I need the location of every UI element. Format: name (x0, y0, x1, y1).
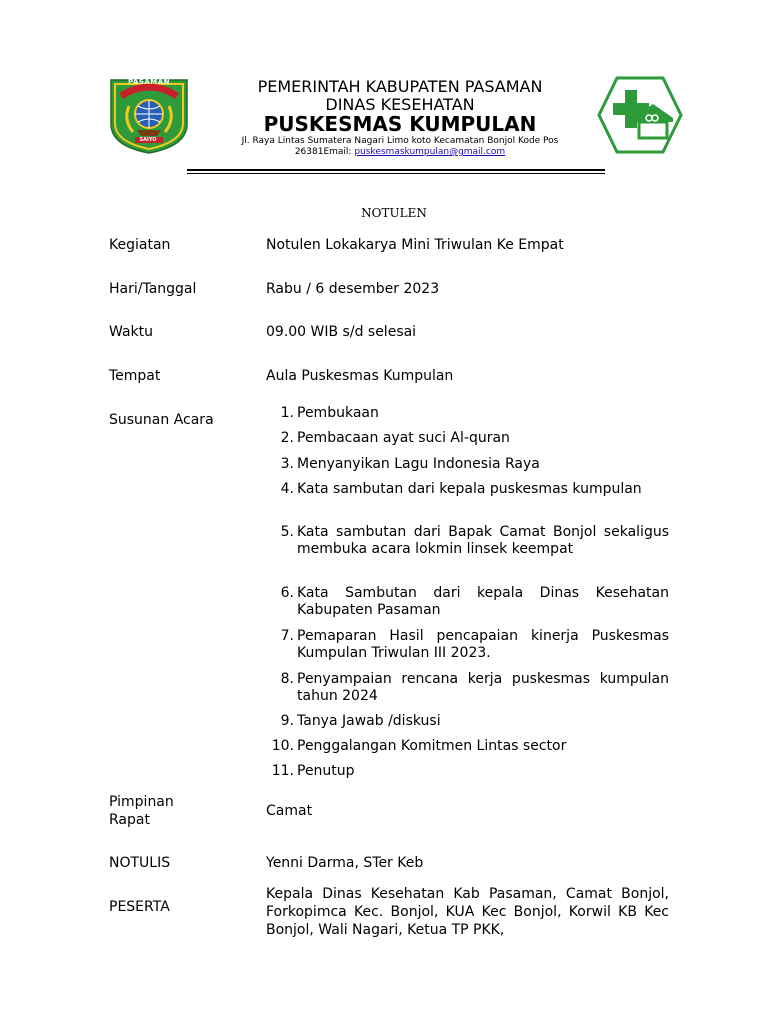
pimpinan-value: Camat (266, 803, 313, 819)
agenda-text: Penggalangan Komitmen Lintas sector (297, 738, 567, 754)
letterhead-rule-thin (187, 173, 605, 174)
hari-tanggal-label: Hari/Tanggal (109, 281, 197, 297)
tempat-value: Aula Puskesmas Kumpulan (266, 368, 454, 384)
agenda-text: Penutup (297, 763, 355, 779)
agenda-number: 6. (280, 585, 294, 601)
waktu-value: 09.00 WIB s/d selesai (266, 324, 417, 340)
agenda-text: Pemaparan Hasil pencapaian kinerja Puskesmas Kumpulan Triwulan III 2023. (297, 628, 669, 661)
letterhead-institution: PUSKESMAS KUMPULAN (263, 112, 537, 136)
agenda-number: 4. (280, 481, 294, 497)
left-logo-text: PASAMAN (127, 78, 171, 86)
address-email-line (200, 147, 600, 158)
letterhead-rule-thick (187, 169, 605, 171)
notulis-label: NOTULIS (109, 855, 171, 871)
agenda-number: 11. (271, 763, 294, 779)
agenda-number: 8. (280, 671, 294, 687)
puskesmas-logo (597, 76, 683, 154)
agenda-text: Tanya Jawab /diskusi (297, 713, 441, 729)
agenda-number: 1. (280, 405, 294, 421)
susunan-acara-label: Susunan Acara (109, 412, 214, 428)
agenda-text: Penyampaian rencana kerja puskesmas kumpulan tahun 2024 (297, 671, 669, 704)
pimpinan-label-line1: Pimpinan (109, 794, 174, 810)
agenda-text: Kata Sambutan dari kepala Dinas Kesehatan Kabupaten Pasaman (297, 585, 669, 618)
address-postcode: 26381Email: (294, 147, 355, 157)
peserta-label: PESERTA (109, 899, 170, 915)
agenda-number: 10. (271, 738, 294, 754)
agenda-text: Pembacaan ayat suci Al-quran (297, 430, 510, 446)
left-logo-ribbon: SAIYO (139, 137, 157, 143)
agenda-number: 2. (280, 430, 294, 446)
letterhead-department: DINAS KESEHATAN (325, 95, 475, 114)
agenda-text: Menyanyikan Lagu Indonesia Raya (297, 456, 540, 472)
agenda-number: 7. (280, 628, 294, 644)
kegiatan-label: Kegiatan (109, 237, 171, 253)
kegiatan-value: Notulen Lokakarya Mini Triwulan Ke Empat (266, 237, 564, 253)
agenda-text: Pembukaan (297, 405, 379, 421)
notulis-value: Yenni Darma, STer Keb (266, 855, 424, 871)
waktu-label: Waktu (109, 324, 153, 340)
peserta-value: Kepala Dinas Kesehatan Kab Pasaman, Camat Bonjol, Forkopimca Kec. Bonjol, KUA Kec Bonjol, Korwil KB Kec Bonjol, Wali Nagari, Ketua TP PKK, (266, 886, 669, 938)
pimpinan-label-line2: Rapat (109, 812, 150, 828)
address-line: Jl. Raya Lintas Sumatera Nagari Limo koto Kecamatan Bonjol Kode Pos (241, 136, 559, 146)
agenda-number: 5. (280, 524, 294, 540)
agenda-number: 9. (280, 713, 294, 729)
agenda-number: 3. (280, 456, 294, 472)
tempat-label: Tempat (109, 368, 161, 384)
hari-tanggal-value: Rabu / 6 desember 2023 (266, 281, 440, 297)
document-title: NOTULEN (361, 206, 427, 220)
letterhead-government: PEMERINTAH KABUPATEN PASAMAN (257, 77, 543, 96)
letterhead-address (200, 136, 600, 158)
agenda-text: Kata sambutan dari Bapak Camat Bonjol sekaligus membuka acara lokmin linsek keempat (297, 524, 669, 557)
email-link[interactable]: puskesmaskumpulan@gmail.com (354, 147, 506, 157)
agenda-text: Kata sambutan dari kepala puskesmas kumpulan (297, 481, 642, 497)
